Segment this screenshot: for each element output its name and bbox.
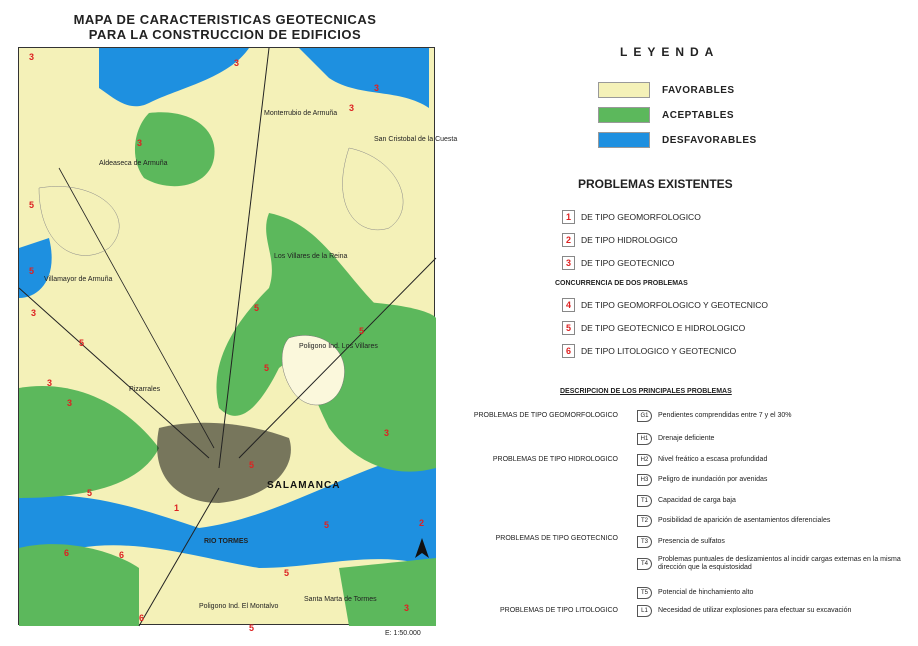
problem-item: [562, 344, 736, 358]
place-pizarrales: Pizarrales: [129, 386, 161, 393]
zone-number: 3: [47, 378, 53, 388]
problem-item: [562, 256, 674, 270]
legend-item-aceptables: [598, 107, 734, 123]
legend-label: DESFAVORABLES: [662, 134, 757, 146]
code-badge: G1: [637, 410, 652, 422]
item-text: Potencial de hinchamiento alto: [658, 589, 754, 596]
zone-number: 6: [139, 613, 145, 623]
problem-item: [562, 210, 701, 224]
description-item: [637, 605, 851, 617]
map-scale: E: 1:50.000: [385, 630, 421, 637]
zone-number: 6: [64, 548, 70, 558]
code-badge: T3: [637, 536, 652, 548]
item-text: Pendientes comprendidas entre 7 y el 30%: [658, 412, 792, 419]
item-text: Problemas puntuales de deslizamientos al incidir cargas externas en la misma dirección que la esquistosidad: [658, 556, 901, 571]
zone-number: 3: [234, 58, 240, 68]
item-text: Nivel freático a escasa profundidad: [658, 456, 768, 463]
problem-number: 1: [562, 210, 575, 224]
description-item: [637, 587, 753, 599]
zone-number: 5: [29, 266, 35, 276]
problem-label: DE TIPO LITOLOGICO Y GEOTECNICO: [581, 346, 737, 356]
code-badge: T2: [637, 515, 652, 527]
place-villares: Los Villares de la Reina: [274, 253, 348, 260]
item-text: Posibilidad de aparición de asentamientos diferenciales: [658, 517, 831, 524]
zone-number: 3: [349, 103, 355, 113]
problem-label: DE TIPO GEOMORFOLOGICO: [581, 212, 701, 222]
zone-number: 3: [384, 428, 390, 438]
problem-label: DE TIPO GEOTECNICO: [581, 258, 675, 268]
legend-label: FAVORABLES: [662, 84, 735, 96]
legend-label: ACEPTABLES: [662, 109, 735, 121]
description-title: DESCRIPCION DE LOS PRINCIPALES PROBLEMAS: [560, 388, 732, 395]
zone-number: 5: [324, 520, 330, 530]
zone-number: 5: [254, 303, 260, 313]
item-text: Peligro de inundación por avenidas: [658, 476, 768, 483]
place-montalvo: Poligono Ind. El Montalvo: [199, 603, 279, 610]
code-badge: L1: [637, 605, 652, 617]
acceptable-zone-west: [19, 386, 159, 498]
river-tormes: RIO TORMES: [204, 538, 249, 545]
code-badge: H2: [637, 454, 652, 466]
description-item: [637, 410, 791, 422]
item-text: Necesidad de utilizar explosiones para efectuar su excavación: [658, 607, 852, 614]
description-item: [637, 515, 830, 527]
legend-swatch: [598, 82, 650, 98]
zone-number: 5: [359, 326, 365, 336]
problem-number: 4: [562, 298, 575, 312]
description-item: [637, 454, 767, 466]
zone-number: 3: [31, 308, 37, 318]
place-villamayor: Villamayor de Armuña: [44, 276, 113, 283]
problem-item: [562, 321, 745, 335]
description-item: [637, 474, 767, 486]
problem-number: 3: [562, 256, 575, 270]
acceptable-zone-southeast: [339, 558, 436, 626]
problem-label: DE TIPO GEOMORFOLOGICO Y GEOTECNICO: [581, 300, 769, 310]
place-aldeaseca: Aldeaseca de Armuña: [99, 160, 168, 167]
legend-item-desfavorables: [598, 132, 757, 148]
unfavorable-zone-west: [19, 238, 52, 298]
description-item: [637, 536, 725, 548]
zone-number: 2: [419, 518, 425, 528]
problem-label: DE TIPO GEOTECNICO E HIDROLOGICO: [581, 323, 746, 333]
category-geomorfologico: PROBLEMAS DE TIPO GEOMORFOLOGICO: [473, 412, 618, 419]
zone-number: 5: [284, 568, 290, 578]
legend-swatch: [598, 132, 650, 148]
legend-swatch: [598, 107, 650, 123]
contour-line: [39, 186, 119, 255]
legend-title: LEYENDA: [620, 45, 720, 59]
item-text: Presencia de sulfatos: [658, 538, 725, 545]
code-badge: H3: [637, 474, 652, 486]
description-item: [637, 495, 736, 507]
problem-number: 2: [562, 233, 575, 247]
zone-number: 5: [87, 488, 93, 498]
problem-item: [562, 298, 768, 312]
acceptable-zone-aldeaseca: [135, 112, 215, 186]
item-text: Drenaje deficiente: [658, 435, 715, 442]
contour-line: [343, 148, 404, 230]
title-line-1: MAPA DE CARACTERISTICAS GEOTECNICAS: [73, 12, 377, 27]
problem-number: 6: [562, 344, 575, 358]
zone-number: 5: [79, 338, 85, 348]
zone-number: 1: [174, 503, 180, 513]
code-badge: T4: [637, 558, 652, 570]
place-monterrubio: Monterrubio de Armuña: [264, 110, 338, 117]
place-salamanca: SALAMANCA: [267, 480, 341, 491]
unfavorable-zone-north: [99, 48, 249, 106]
problem-number: 5: [562, 321, 575, 335]
unfavorable-zone-northeast: [299, 48, 429, 108]
category-litologico: PROBLEMAS DE TIPO LITOLOGICO: [500, 607, 618, 614]
item-text: Capacidad de carga baja: [658, 497, 736, 504]
map-title: [20, 12, 430, 42]
zone-number: 3: [29, 52, 35, 62]
place-poligono-villares: Poligono Ind. Los Villares: [299, 343, 378, 350]
zone-number: 5: [249, 623, 255, 633]
zone-number: 3: [137, 138, 143, 148]
zone-number: 5: [29, 200, 35, 210]
problems-title: PROBLEMAS EXISTENTES: [578, 177, 733, 191]
zone-number: 3: [374, 83, 380, 93]
description-item: [637, 433, 714, 445]
category-hidrologico: PROBLEMAS DE TIPO HIDROLOGICO: [492, 456, 618, 463]
problem-item: [562, 233, 678, 247]
code-badge: H1: [637, 433, 652, 445]
zone-number: 3: [67, 398, 73, 408]
zone-number: 5: [249, 460, 255, 470]
geotechnical-map: [18, 47, 458, 633]
problem-label: DE TIPO HIDROLOGICO: [581, 235, 678, 245]
zone-number: 6: [119, 550, 125, 560]
place-san-cristobal: San Cristobal de la Cuesta: [374, 136, 458, 143]
zone-number: 5: [264, 363, 270, 373]
place-santa-marta: Santa Marta de Tormes: [304, 596, 377, 603]
zone-number: 3: [404, 603, 410, 613]
description-item: [637, 556, 907, 572]
category-geotecnico: PROBLEMAS DE TIPO GEOTECNICO: [495, 535, 618, 542]
concurrence-title: CONCURRENCIA DE DOS PROBLEMAS: [555, 280, 688, 287]
legend-item-favorables: [598, 82, 735, 98]
title-line-2: PARA LA CONSTRUCCION DE EDIFICIOS: [88, 27, 362, 42]
code-badge: T1: [637, 495, 652, 507]
code-badge: T5: [637, 587, 652, 599]
